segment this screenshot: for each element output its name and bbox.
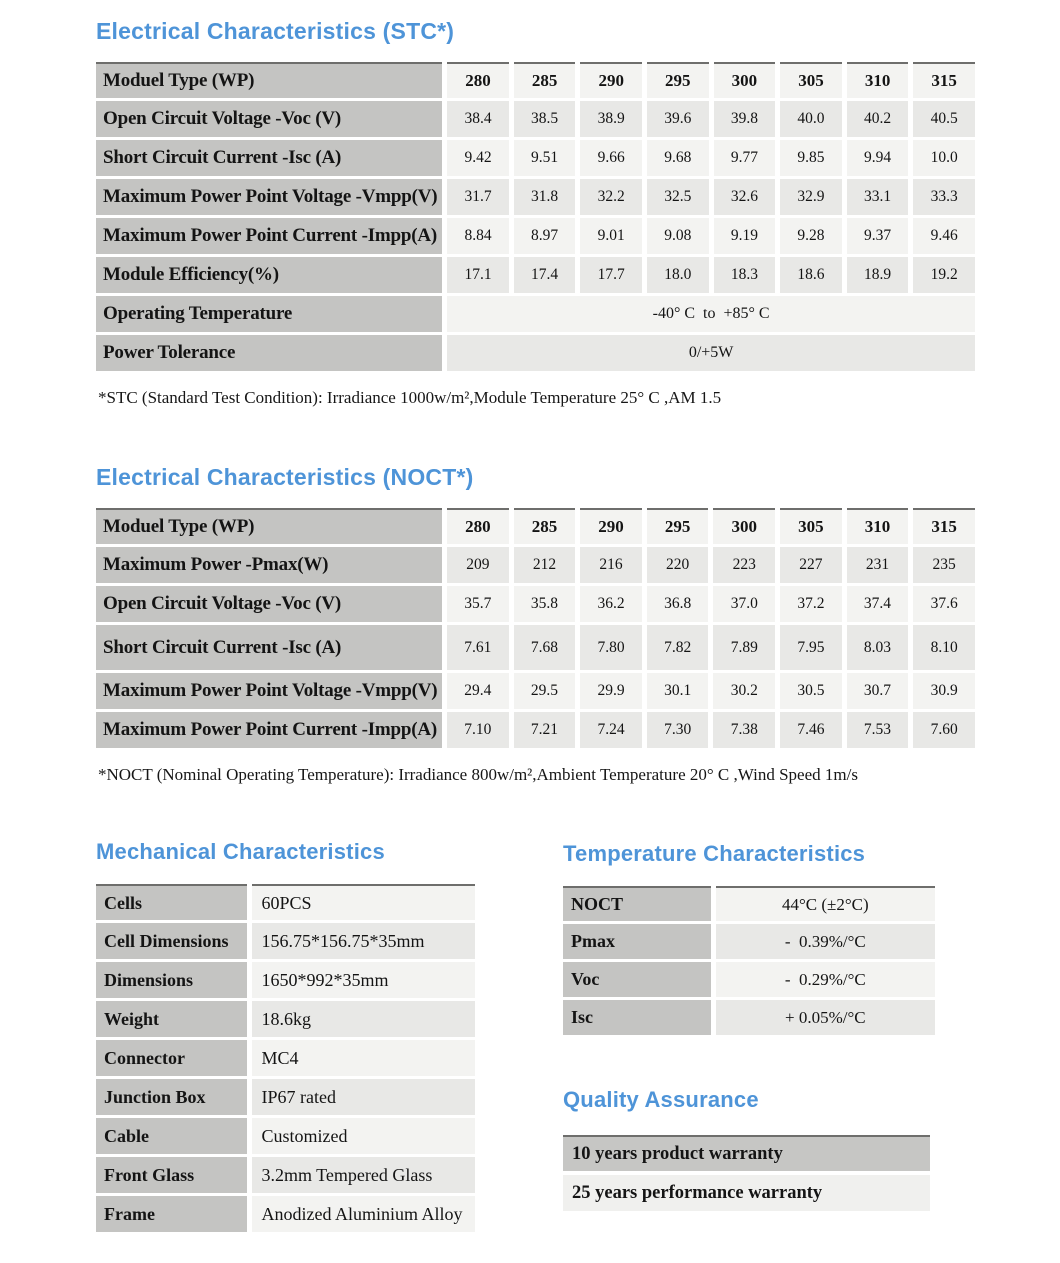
cell-value: 37.4 <box>847 586 909 622</box>
cell-value: 9.77 <box>714 140 776 176</box>
cell-value: 37.6 <box>913 586 975 622</box>
table-row <box>96 1118 475 1154</box>
module-type-header-row <box>96 508 975 544</box>
row-value: IP67 rated <box>252 1079 476 1115</box>
cell-value: 7.53 <box>847 712 909 748</box>
cell-value: 40.0 <box>780 101 842 137</box>
cell-value: 18.3 <box>714 257 776 293</box>
row-label: Frame <box>96 1196 247 1232</box>
cell-value: 29.9 <box>580 673 642 709</box>
table-row <box>563 962 935 997</box>
cell-value: 30.2 <box>713 673 775 709</box>
spec-table-row <box>96 101 975 137</box>
row-label: Power Tolerance <box>96 335 442 371</box>
cell-value: 30.9 <box>913 673 975 709</box>
row-value: MC4 <box>252 1040 476 1076</box>
cell-value: 10.0 <box>913 140 975 176</box>
cell-value: 9.42 <box>447 140 509 176</box>
cell-value: 8.10 <box>913 625 975 670</box>
module-type-value: 285 <box>514 508 576 544</box>
cell-value: 9.08 <box>647 218 709 254</box>
row-label: Maximum Power Point Voltage -Vmpp(V) <box>96 673 442 709</box>
module-type-value: 295 <box>647 508 709 544</box>
mechanical-section <box>96 839 480 1235</box>
module-type-value: 280 <box>447 508 509 544</box>
cell-value: 7.10 <box>447 712 509 748</box>
row-label: Cells <box>96 884 247 920</box>
cell-value: 39.8 <box>714 101 776 137</box>
cell-value: 17.7 <box>580 257 642 293</box>
module-type-value: 280 <box>447 62 509 98</box>
table-row <box>96 1001 475 1037</box>
cell-value: 7.60 <box>913 712 975 748</box>
spec-table-row <box>96 625 975 670</box>
cell-value: 30.1 <box>647 673 709 709</box>
cell-value: 8.03 <box>847 625 909 670</box>
bottom-section <box>96 839 980 1235</box>
cell-value: 216 <box>580 547 642 583</box>
cell-value: 9.51 <box>514 140 576 176</box>
cell-value: 9.28 <box>780 218 842 254</box>
row-value: Anodized Aluminium Alloy <box>252 1196 476 1232</box>
table-row <box>96 1040 475 1076</box>
module-type-value: 305 <box>780 508 842 544</box>
cell-value: 29.5 <box>514 673 576 709</box>
module-type-value: 305 <box>780 62 842 98</box>
temperature-section <box>563 841 940 1038</box>
cell-value: 9.66 <box>580 140 642 176</box>
warranty-item: 25 years performance warranty <box>563 1175 930 1211</box>
row-label: Front Glass <box>96 1157 247 1193</box>
spec-table-row <box>96 712 975 748</box>
cell-value: 36.8 <box>647 586 709 622</box>
mechanical-table-body <box>96 884 475 1232</box>
row-value: 60PCS <box>252 884 476 920</box>
cell-value: 9.01 <box>580 218 642 254</box>
cell-value: 35.7 <box>447 586 509 622</box>
cell-value: 7.21 <box>514 712 576 748</box>
spec-table-row <box>96 257 975 293</box>
row-label: Maximum Power Point Voltage -Vmpp(V) <box>96 179 442 215</box>
row-label: Maximum Power Point Current -Impp(A) <box>96 712 442 748</box>
mechanical-section-title: Mechanical Characteristics <box>96 839 385 864</box>
quality-assurance-list <box>563 1135 930 1211</box>
cell-value: 32.9 <box>780 179 842 215</box>
cell-value: 7.89 <box>713 625 775 670</box>
spec-table-row <box>96 335 975 371</box>
cell-value: 9.85 <box>780 140 842 176</box>
row-label: Voc <box>563 962 711 997</box>
module-type-value: 285 <box>514 62 576 98</box>
module-type-value: 300 <box>713 508 775 544</box>
cell-value: 7.68 <box>514 625 576 670</box>
row-label: Moduel Type (WP) <box>96 508 442 544</box>
table-row <box>563 1000 935 1035</box>
cell-value: 235 <box>913 547 975 583</box>
cell-value: 9.19 <box>714 218 776 254</box>
cell-value-span: 0/+5W <box>447 335 975 371</box>
cell-value-span: -40° C to +85° C <box>447 296 975 332</box>
spec-table-row <box>96 673 975 709</box>
row-label: Short Circuit Current -Isc (A) <box>96 140 442 176</box>
row-label: Weight <box>96 1001 247 1037</box>
cell-value: 31.8 <box>514 179 576 215</box>
cell-value: 30.5 <box>780 673 842 709</box>
stc-footnote: *STC (Standard Test Condition): Irradiance 1000w/m²,Module Temperature 25° C ,AM 1.5 <box>98 388 722 407</box>
cell-value: 227 <box>780 547 842 583</box>
module-type-value: 290 <box>580 508 642 544</box>
row-label: Isc <box>563 1000 711 1035</box>
row-label: Maximum Power -Pmax(W) <box>96 547 442 583</box>
module-type-value: 315 <box>913 62 975 98</box>
row-value: - 0.39%/°C <box>716 924 935 959</box>
stc-table-body <box>96 62 975 371</box>
datasheet-content <box>96 18 980 1235</box>
row-value: 18.6kg <box>252 1001 476 1037</box>
row-label: Connector <box>96 1040 247 1076</box>
spec-table-row <box>96 179 975 215</box>
row-value: Customized <box>252 1118 476 1154</box>
cell-value: 32.6 <box>714 179 776 215</box>
cell-value: 209 <box>447 547 509 583</box>
stc-section-title: Electrical Characteristics (STC*) <box>96 18 455 44</box>
row-value: 3.2mm Tempered Glass <box>252 1157 476 1193</box>
module-type-value: 310 <box>847 508 909 544</box>
cell-value: 7.24 <box>580 712 642 748</box>
spec-table-row <box>96 547 975 583</box>
row-label: Junction Box <box>96 1079 247 1115</box>
module-type-value: 300 <box>714 62 776 98</box>
cell-value: 9.37 <box>847 218 909 254</box>
cell-value: 37.0 <box>713 586 775 622</box>
row-label: Module Efficiency(%) <box>96 257 442 293</box>
cell-value: 17.4 <box>514 257 576 293</box>
cell-value: 38.4 <box>447 101 509 137</box>
table-row <box>96 884 475 920</box>
cell-value: 37.2 <box>780 586 842 622</box>
module-type-value: 290 <box>580 62 642 98</box>
cell-value: 7.38 <box>713 712 775 748</box>
cell-value: 9.68 <box>647 140 709 176</box>
table-row <box>96 962 475 998</box>
row-label: Dimensions <box>96 962 247 998</box>
module-type-header-row <box>96 62 975 98</box>
cell-value: 7.30 <box>647 712 709 748</box>
row-value: 156.75*156.75*35mm <box>252 923 476 959</box>
cell-value: 9.46 <box>913 218 975 254</box>
cell-value: 36.2 <box>580 586 642 622</box>
table-row <box>96 1157 475 1193</box>
row-value: 44°C (±2°C) <box>716 886 935 921</box>
cell-value: 38.5 <box>514 101 576 137</box>
cell-value: 30.7 <box>847 673 909 709</box>
table-row <box>96 1196 475 1232</box>
table-row <box>563 924 935 959</box>
cell-value: 38.9 <box>580 101 642 137</box>
cell-value: 7.46 <box>780 712 842 748</box>
cell-value: 29.4 <box>447 673 509 709</box>
noct-section-title: Electrical Characteristics (NOCT*) <box>96 464 474 490</box>
row-label: Open Circuit Voltage -Voc (V) <box>96 101 442 137</box>
noct-footnote: *NOCT (Nominal Operating Temperature): Irradiance 800w/m²,Ambient Temperature 20° C ,Wind Speed 1m/s <box>98 765 858 784</box>
table-row <box>563 886 935 921</box>
row-label: NOCT <box>563 886 711 921</box>
row-value: - 0.29%/°C <box>716 962 935 997</box>
quality-section-title: Quality Assurance <box>563 1087 759 1112</box>
row-value: + 0.05%/°C <box>716 1000 935 1035</box>
temperature-section-title: Temperature Characteristics <box>563 841 866 866</box>
cell-value: 35.8 <box>514 586 576 622</box>
cell-value: 32.5 <box>647 179 709 215</box>
spec-table-row <box>96 586 975 622</box>
cell-value: 33.3 <box>913 179 975 215</box>
cell-value: 33.1 <box>847 179 909 215</box>
cell-value: 18.0 <box>647 257 709 293</box>
table-row <box>96 1079 475 1115</box>
row-label: Cell Dimensions <box>96 923 247 959</box>
cell-value: 7.95 <box>780 625 842 670</box>
noct-table-body <box>96 508 975 748</box>
stc-table <box>91 59 980 374</box>
module-type-value: 315 <box>913 508 975 544</box>
module-type-value: 310 <box>847 62 909 98</box>
cell-value: 40.5 <box>913 101 975 137</box>
temperature-table-body <box>563 886 935 1035</box>
cell-value: 31.7 <box>447 179 509 215</box>
cell-value: 7.61 <box>447 625 509 670</box>
spec-table-row <box>96 140 975 176</box>
cell-value: 19.2 <box>913 257 975 293</box>
noct-table <box>91 505 980 751</box>
cell-value: 7.82 <box>647 625 709 670</box>
cell-value: 40.2 <box>847 101 909 137</box>
warranty-item: 10 years product warranty <box>563 1135 930 1171</box>
row-value: 1650*992*35mm <box>252 962 476 998</box>
cell-value: 8.84 <box>447 218 509 254</box>
cell-value: 220 <box>647 547 709 583</box>
cell-value: 9.94 <box>847 140 909 176</box>
cell-value: 17.1 <box>447 257 509 293</box>
spec-table-row <box>96 296 975 332</box>
row-label: Open Circuit Voltage -Voc (V) <box>96 586 442 622</box>
row-label: Moduel Type (WP) <box>96 62 442 98</box>
table-row <box>96 923 475 959</box>
row-label: Pmax <box>563 924 711 959</box>
cell-value: 8.97 <box>514 218 576 254</box>
temperature-table <box>558 883 940 1038</box>
cell-value: 39.6 <box>647 101 709 137</box>
cell-value: 223 <box>713 547 775 583</box>
cell-value: 231 <box>847 547 909 583</box>
row-label: Operating Temperature <box>96 296 442 332</box>
mechanical-table <box>91 881 480 1235</box>
right-column <box>563 839 940 1235</box>
spec-table-row <box>96 218 975 254</box>
cell-value: 32.2 <box>580 179 642 215</box>
row-label: Maximum Power Point Current -Impp(A) <box>96 218 442 254</box>
row-label: Cable <box>96 1118 247 1154</box>
cell-value: 7.80 <box>580 625 642 670</box>
row-label: Short Circuit Current -Isc (A) <box>96 625 442 670</box>
module-type-value: 295 <box>647 62 709 98</box>
cell-value: 18.6 <box>780 257 842 293</box>
cell-value: 18.9 <box>847 257 909 293</box>
cell-value: 212 <box>514 547 576 583</box>
